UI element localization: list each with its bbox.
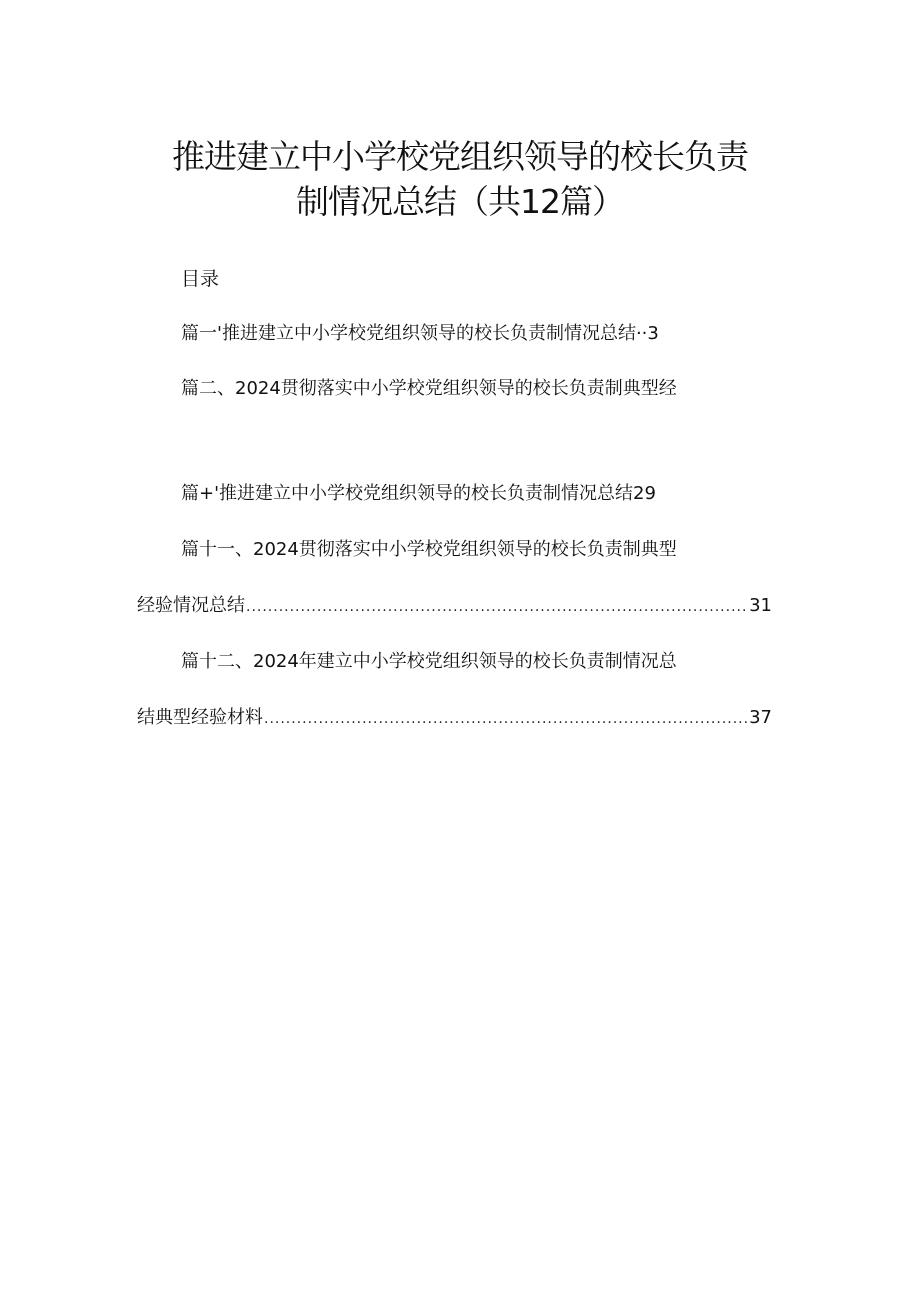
toc-entry-2[interactable]: 篇二、2024贯彻落实中小学校党组织领导的校长负责制典型经 (181, 378, 677, 399)
toc-entry-10[interactable]: 篇+'推进建立中小学校党组织领导的校长负责制情况总结29 (181, 483, 656, 504)
document-title-line-2: 制情况总结（共12篇） (296, 182, 624, 221)
toc-page-number: 37 (749, 707, 772, 728)
dot-leader (246, 593, 748, 621)
toc-entry-11-text: 经验情况总结 (137, 595, 245, 616)
toc-heading: 目录 (181, 268, 220, 290)
dot-leader (264, 705, 748, 733)
toc-entry-1[interactable]: 篇一'推进建立中小学校党组织领导的校长负责制情况总结··3 (181, 323, 659, 344)
toc-entry-11-line-2[interactable] (137, 592, 772, 621)
document-title-line-1: 推进建立中小学校党组织领导的校长负责 (172, 137, 748, 176)
toc-entry-12-line-2[interactable] (137, 704, 772, 733)
toc-entry-12-text: 结典型经验材料 (137, 707, 263, 728)
toc-entry-12-line-1[interactable]: 篇十二、2024年建立中小学校党组织领导的校长负责制情况总 (181, 651, 677, 672)
toc-entry-11-line-1[interactable]: 篇十一、2024贯彻落实中小学校党组织领导的校长负责制典型 (181, 539, 677, 560)
toc-page-number: 31 (749, 595, 772, 616)
